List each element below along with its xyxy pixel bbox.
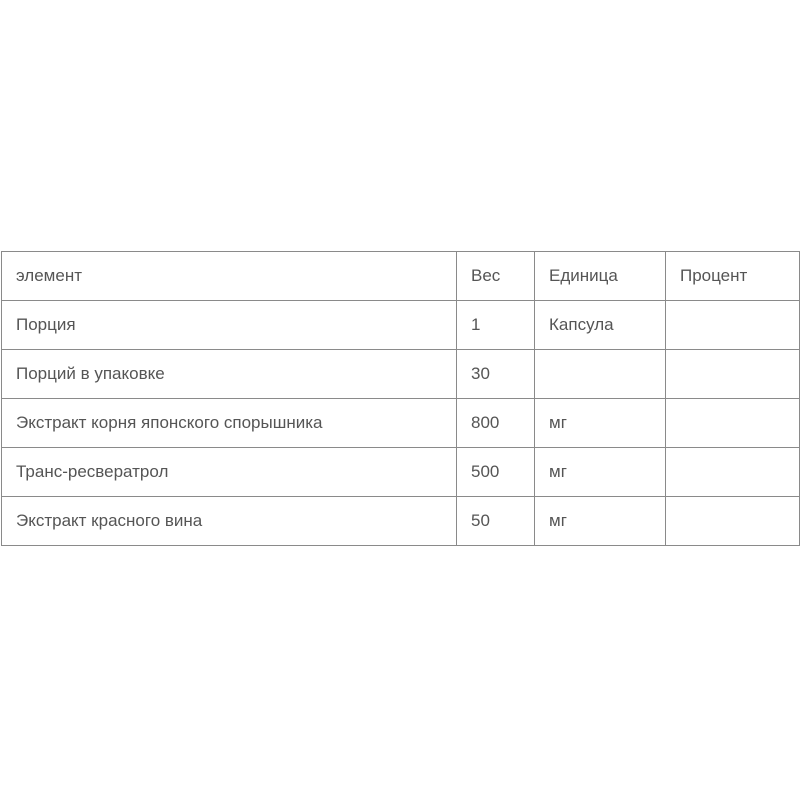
header-unit: Единица [535, 252, 666, 301]
cell-unit: мг [535, 497, 666, 546]
nutrition-table [1, 251, 800, 546]
cell-unit: Капсула [535, 301, 666, 350]
cell-weight: 800 [457, 399, 535, 448]
cell-unit: мг [535, 399, 666, 448]
cell-element: Транс-ресвератрол [2, 448, 457, 497]
table-row [2, 350, 800, 399]
header-weight: Вес [457, 252, 535, 301]
cell-percent [666, 448, 800, 497]
cell-percent [666, 399, 800, 448]
cell-percent [666, 301, 800, 350]
cell-element: Экстракт красного вина [2, 497, 457, 546]
header-percent: Процент [666, 252, 800, 301]
cell-element: Порций в упаковке [2, 350, 457, 399]
header-element: элемент [2, 252, 457, 301]
cell-weight: 500 [457, 448, 535, 497]
cell-percent [666, 350, 800, 399]
nutrition-table-container [1, 251, 799, 546]
cell-weight: 30 [457, 350, 535, 399]
table-header-row [2, 252, 800, 301]
cell-element: Экстракт корня японского спорышника [2, 399, 457, 448]
table-row [2, 448, 800, 497]
cell-weight: 1 [457, 301, 535, 350]
table-row [2, 399, 800, 448]
table-row [2, 497, 800, 546]
cell-unit [535, 350, 666, 399]
cell-percent [666, 497, 800, 546]
cell-element: Порция [2, 301, 457, 350]
cell-weight: 50 [457, 497, 535, 546]
cell-unit: мг [535, 448, 666, 497]
table-row [2, 301, 800, 350]
